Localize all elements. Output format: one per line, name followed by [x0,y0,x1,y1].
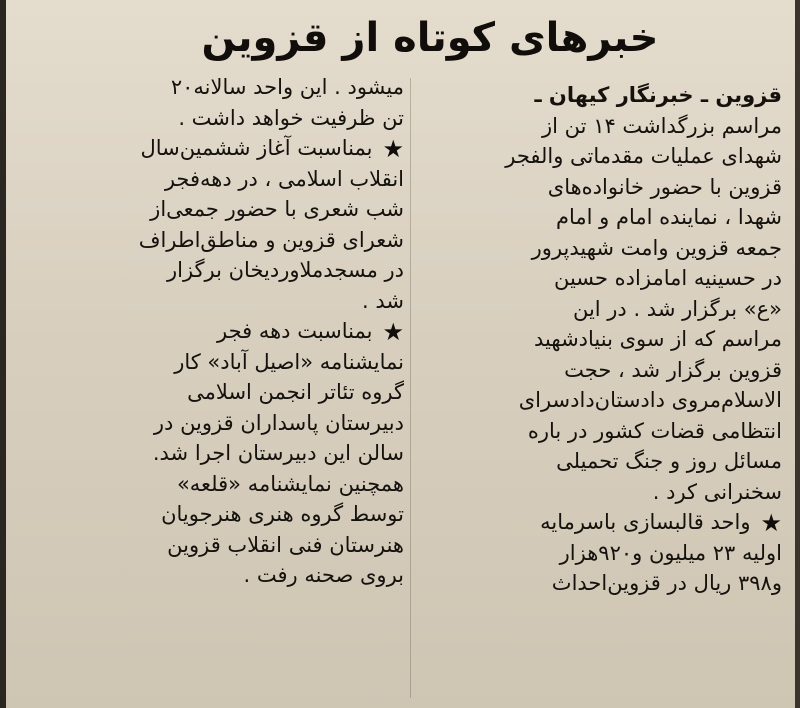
star-icon: ★ [760,509,782,537]
star-icon: ★ [382,135,404,163]
star-icon: ★ [382,318,404,346]
article-line: همچنین نمایشنامه «قلعه» [176,471,404,496]
article-line: تن ظرفیت خواهد داشت . [178,105,404,130]
scan-border-left [0,0,6,708]
scan-border-right [795,0,800,708]
article-line: شد . [362,288,404,313]
article-line: واحد قالبسازی باسرمایه [540,510,751,534]
article-line: در مسجدملاوردیخان برگزار [166,258,404,282]
article-line: اولیه ۲۳ میلیون و۹۲۰هزار [559,540,782,565]
article-line: مسائل روز و جنگ تحمیلی [556,449,782,473]
article-line: انتظامی قضات کشور در باره [527,418,782,443]
article-line: در حسینیه امامزاده حسین [553,266,782,290]
article-line: گروه تئاتر انجمن اسلامی [187,380,404,404]
article-line: شهدا ، نماینده امام و امام [556,205,782,229]
article-line-with-bullet [420,507,782,538]
article-line: شهدای عملیات مقدماتی والفجر [505,144,782,168]
dateline: قزوین ـ خبرنگار کیهان ـ [534,83,782,107]
article-line: «ع» برگزار شد . در این [572,296,782,321]
article-line: بمناسبت آغاز ششمین‌سال [140,136,373,160]
article-line-with-bullet [26,316,404,347]
article-line: سخنرانی کرد . [652,479,782,504]
article-line: انقلاب اسلامی ، در دهه‌فجر [164,166,404,191]
article-line: مراسم بزرگداشت ۱۴ تن از [542,113,782,138]
article-line: الاسلام‌مروی دادستان‌دادسرای [518,388,782,412]
article-line: هنرستان فنی انقلاب قزوین [167,532,404,557]
article-line: دبیرستان پاسداران قزوین در [153,410,404,435]
article-line: شعرای قزوین و مناطق‌اطراف [138,227,404,252]
article-line: بمناسبت دهه فجر [216,319,373,343]
article-line: قزوین با حضور خانواده‌های [547,174,782,199]
article-line: قزوین برگزار شد ، حجت [564,357,782,382]
right-column [420,80,782,599]
article-line: نمایشنامه «اصیل آباد» کار [174,349,404,374]
article-line: بروی صحنه رفت . [243,563,404,587]
article-line: توسط گروه هنری هنرجویان [161,502,404,526]
article-line: سالن این دبیرستان اجرا شد. [152,441,404,465]
article-line: مراسم که از سوی بنیادشهید [534,327,782,351]
left-column [26,72,404,591]
article-line: شب شعری با حضور جمعی‌از [150,197,404,221]
article-line: جمعه قزوین وامت شهیدپرور [531,235,782,260]
article-line: میشود . این واحد سالانه۲۰ [170,75,404,99]
column-divider [410,78,411,698]
headline: خبرهای کوتاه از قزوین [201,15,659,61]
article-line: و۳۹۸ ریال در قزوین‌احداث [551,571,782,595]
article-line-with-bullet [26,133,404,164]
